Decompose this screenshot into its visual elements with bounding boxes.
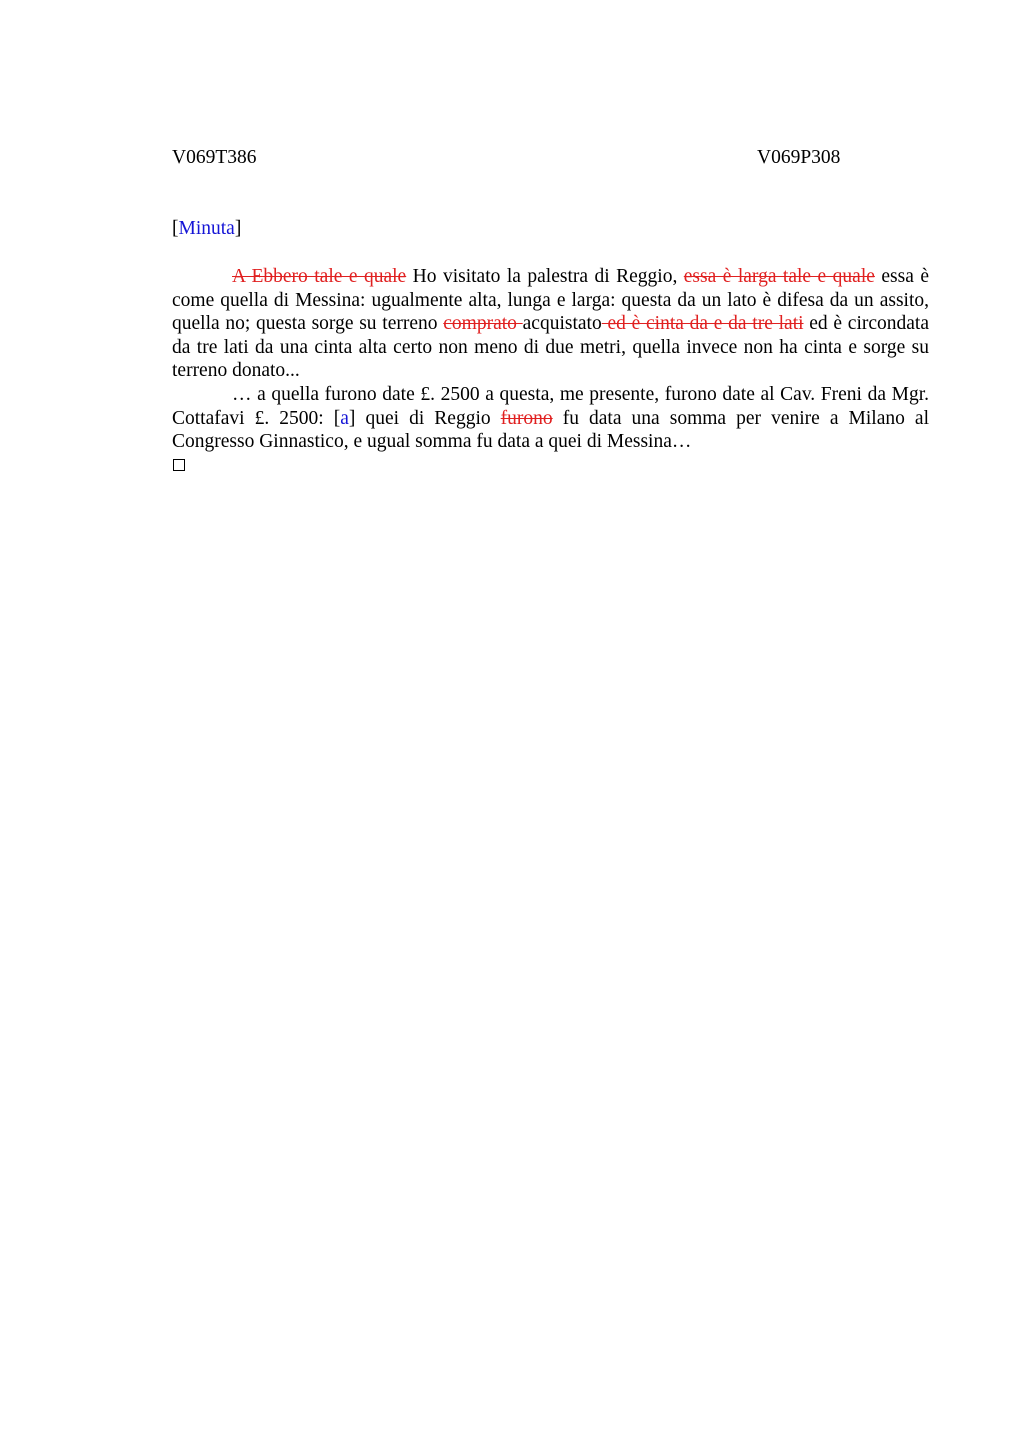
end-square-icon [173, 459, 185, 471]
heading-bracket-open: [ [172, 218, 179, 239]
deleted-text: ed è cinta da e da tre lati [601, 313, 804, 335]
deleted-text: A Ebbero tale e quale [232, 266, 407, 287]
heading-bracket-close: ] [234, 218, 242, 239]
deleted-text: furono [500, 407, 553, 429]
body-text-run: … a quella furono date £. 2500 a questa, me presente, furono date al Cav. Freni da Mgr. Cottafavi £. 2500: [172, 383, 929, 429]
body-text-run: essa è come quella di Messina: ugualmente alta, lunga e larga: questa da un lato è difesa da un assito, quella no; questa sorge su terreno [172, 266, 929, 335]
body-text-run: quei di Reggio [355, 407, 501, 429]
document-body [172, 265, 929, 454]
note-bracket-close: ] [348, 407, 356, 429]
paragraph-2 [172, 383, 929, 454]
document-heading [172, 217, 241, 241]
deleted-text: comprato [443, 313, 523, 335]
document-ref-right: V069P308 [757, 147, 841, 168]
body-text-run: ed è circondata da tre lati da una cinta alta certo non meno di due metri, quella invece non ha cinta e sorge su terreno donato... [172, 313, 930, 382]
body-text-run: acquistato [522, 313, 602, 335]
body-text-run: fu data una somma per venire a Milano al Congresso Ginnastico, e ugual somma fu data a quei di Messina… [172, 407, 929, 453]
document-ref-left: V069T386 [172, 147, 257, 168]
body-text-run: Ho visitato la palestra di Reggio, [406, 266, 684, 287]
deleted-text: essa è larga tale e quale [683, 266, 875, 287]
paragraph-1 [172, 265, 929, 383]
note-bracket-open: [ [333, 407, 341, 429]
note-marker: a [340, 407, 349, 429]
heading-label: Minuta [178, 218, 235, 239]
